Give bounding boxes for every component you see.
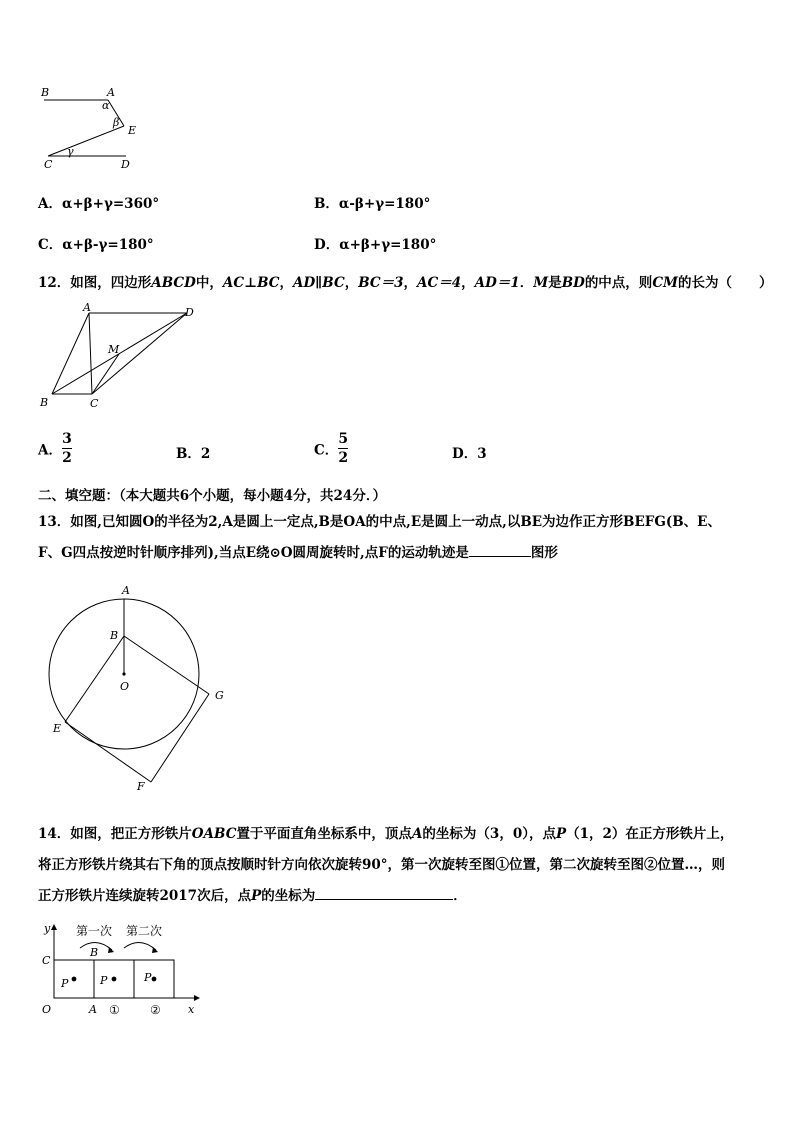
q11-label-beta: β xyxy=(113,116,120,129)
q11-option-a-text: α+β+γ=360° xyxy=(61,196,160,212)
q14-label-circle2: ② xyxy=(150,1003,161,1017)
q11-option-c-text: α+β-γ=180° xyxy=(62,237,154,253)
q14-line3-c: ． xyxy=(453,888,467,904)
q11-option-c-letter: C． xyxy=(38,237,63,253)
q12-label-M: M xyxy=(108,343,120,356)
q14-label-circle1: ① xyxy=(109,1003,120,1017)
q12-option-a-letter: A． xyxy=(38,442,62,459)
q11-label-A: A xyxy=(107,86,115,99)
q12-option-c xyxy=(314,432,348,465)
q14-label-x: x xyxy=(188,1003,195,1016)
q12-label-A: A xyxy=(83,302,91,314)
q12-stem-f: 的长为（ ） xyxy=(678,275,773,291)
q11-label-C: C xyxy=(44,158,53,171)
q12-figure xyxy=(36,302,206,410)
q12-stem-b: 中， xyxy=(195,275,223,291)
q14-label-P1: P xyxy=(61,977,69,990)
q11-figure xyxy=(36,84,156,174)
q13-figure xyxy=(40,582,240,797)
q13-answer-blank[interactable] xyxy=(469,544,531,557)
q12-m: M xyxy=(533,275,549,291)
fraction-bar xyxy=(338,448,348,449)
q12-sep3: ， xyxy=(403,275,418,291)
q12-option-d-text: 3 xyxy=(477,446,487,462)
q14-line1-b: 置于平面直角坐标系中，顶点 xyxy=(236,826,412,842)
q11-option-d xyxy=(314,233,436,253)
q12-option-b-letter: B． xyxy=(176,446,201,462)
q14-p2: P xyxy=(251,888,262,904)
q13-line2-a: F、G四点按逆时针顺序排列),当点E绕⊙O圆周旋转时,点F的运动轨迹是 xyxy=(38,545,469,561)
q12-stem-e: 的中点，则 xyxy=(584,275,653,291)
q12-option-d-letter: D． xyxy=(452,446,478,462)
q11-option-a xyxy=(38,192,159,212)
q12-cond2: AD∥BC xyxy=(292,275,345,291)
q12-option-c-den: 2 xyxy=(338,450,349,466)
q13-label-B: B xyxy=(110,629,119,642)
fraction-bar xyxy=(62,448,72,449)
q11-label-gamma: γ xyxy=(67,145,74,158)
q14-p: P xyxy=(555,826,567,842)
q12-stem-d: 是 xyxy=(548,275,562,291)
q12-option-a-fraction xyxy=(62,432,72,465)
q14-label-P3: P xyxy=(144,971,152,984)
q11-option-c xyxy=(38,233,154,253)
q12-option-a xyxy=(38,432,72,465)
q12-label-C: C xyxy=(90,397,99,410)
q13-line2 xyxy=(38,541,558,561)
q12-cond4: AC＝4 xyxy=(417,275,462,291)
q14-line1-d: （1，2）在正方形铁片上， xyxy=(566,826,734,842)
q11-option-b-text: α-β+γ=180° xyxy=(338,196,431,212)
q11-label-E: E xyxy=(128,124,137,137)
q12-sep4: ， xyxy=(461,275,475,291)
q13-line1: 13．如图,已知圆O的半径为2,A是圆上一定点,B是OA的中点,E是圆上一动点,以BE为边作正方形BEFG(B、E、 xyxy=(38,514,721,530)
q14-label-A: A xyxy=(89,1003,97,1016)
q11-option-a-letter: A． xyxy=(38,196,62,212)
q11-label-alpha: α xyxy=(102,99,110,112)
q12-option-a-den: 2 xyxy=(62,450,72,466)
q12-cond3: BC＝3 xyxy=(358,275,404,291)
q12-sep2: ， xyxy=(344,275,359,291)
q11-option-b xyxy=(314,192,430,212)
q13-label-G: G xyxy=(215,689,224,702)
q12-option-c-letter: C． xyxy=(314,442,339,459)
q11-label-B: B xyxy=(41,86,50,99)
q14-a: A xyxy=(411,826,423,842)
q13-line2-b: 图形 xyxy=(530,545,558,561)
q14-line1-a: 14．如图，把正方形铁片 xyxy=(38,826,192,842)
q13-label-O: O xyxy=(120,680,130,693)
q12-option-c-fraction xyxy=(338,432,348,465)
q12-option-a-num: 3 xyxy=(62,431,72,447)
q14-line3 xyxy=(38,884,467,904)
q12-option-b xyxy=(176,442,210,462)
q12-cm: CM xyxy=(652,275,679,291)
q12-bd: BD xyxy=(561,275,585,291)
q14-answer-blank[interactable] xyxy=(315,887,453,900)
q12-stem xyxy=(38,271,773,291)
q11-option-d-letter: D． xyxy=(314,237,340,253)
q13-label-A: A xyxy=(122,584,130,597)
q12-abcd: ABCD xyxy=(151,275,196,291)
q12-label-B: B xyxy=(40,396,49,409)
q14-label-first: 第一次 xyxy=(76,924,113,938)
q12-stem-c: ． xyxy=(519,275,534,291)
q14-label-second: 第二次 xyxy=(126,924,163,938)
q14-line2: 将正方形铁片绕其右下角的顶点按顺时针方向依次旋转90°，第一次旋转至图①位置，第二次旋转至图②位置…，则 xyxy=(38,857,726,873)
q12-label-D: D xyxy=(185,306,194,319)
q14-label-P2: P xyxy=(100,974,108,987)
q12-stem-a: 如图，四边形 xyxy=(70,275,152,291)
q14-figure xyxy=(36,918,206,1020)
q12-cond1: AC⊥BC xyxy=(222,275,280,291)
q14-label-B: B xyxy=(90,946,99,959)
q14-line3-b: 的坐标为 xyxy=(261,888,316,904)
q11-option-d-text: α+β+γ=180° xyxy=(339,237,437,253)
q12-option-b-text: 2 xyxy=(200,446,211,462)
q14-line3-a: 正方形铁片连续旋转2017次后，点 xyxy=(38,888,252,904)
q12-cond5: AD＝1 xyxy=(474,275,520,291)
q14-label-y: y xyxy=(44,922,51,935)
q13-label-F: F xyxy=(137,780,145,793)
q12-option-d xyxy=(452,442,487,462)
q14-oabc: OABC xyxy=(191,826,237,842)
q12-number: 12． xyxy=(38,275,71,291)
q11-option-b-letter: B． xyxy=(314,196,339,212)
q14-line1 xyxy=(38,822,733,842)
q11-label-D: D xyxy=(121,158,130,171)
q12-option-c-num: 5 xyxy=(338,431,349,447)
q14-line1-c: 的坐标为（3，0），点 xyxy=(422,826,556,842)
section-title: 二、填空题：（本大题共6个小题，每小题4分，共24分．） xyxy=(38,488,387,504)
q12-sep1: ， xyxy=(279,275,293,291)
q14-label-O: O xyxy=(42,1003,52,1016)
q13-label-E: E xyxy=(53,722,62,735)
q14-label-C: C xyxy=(42,954,51,967)
